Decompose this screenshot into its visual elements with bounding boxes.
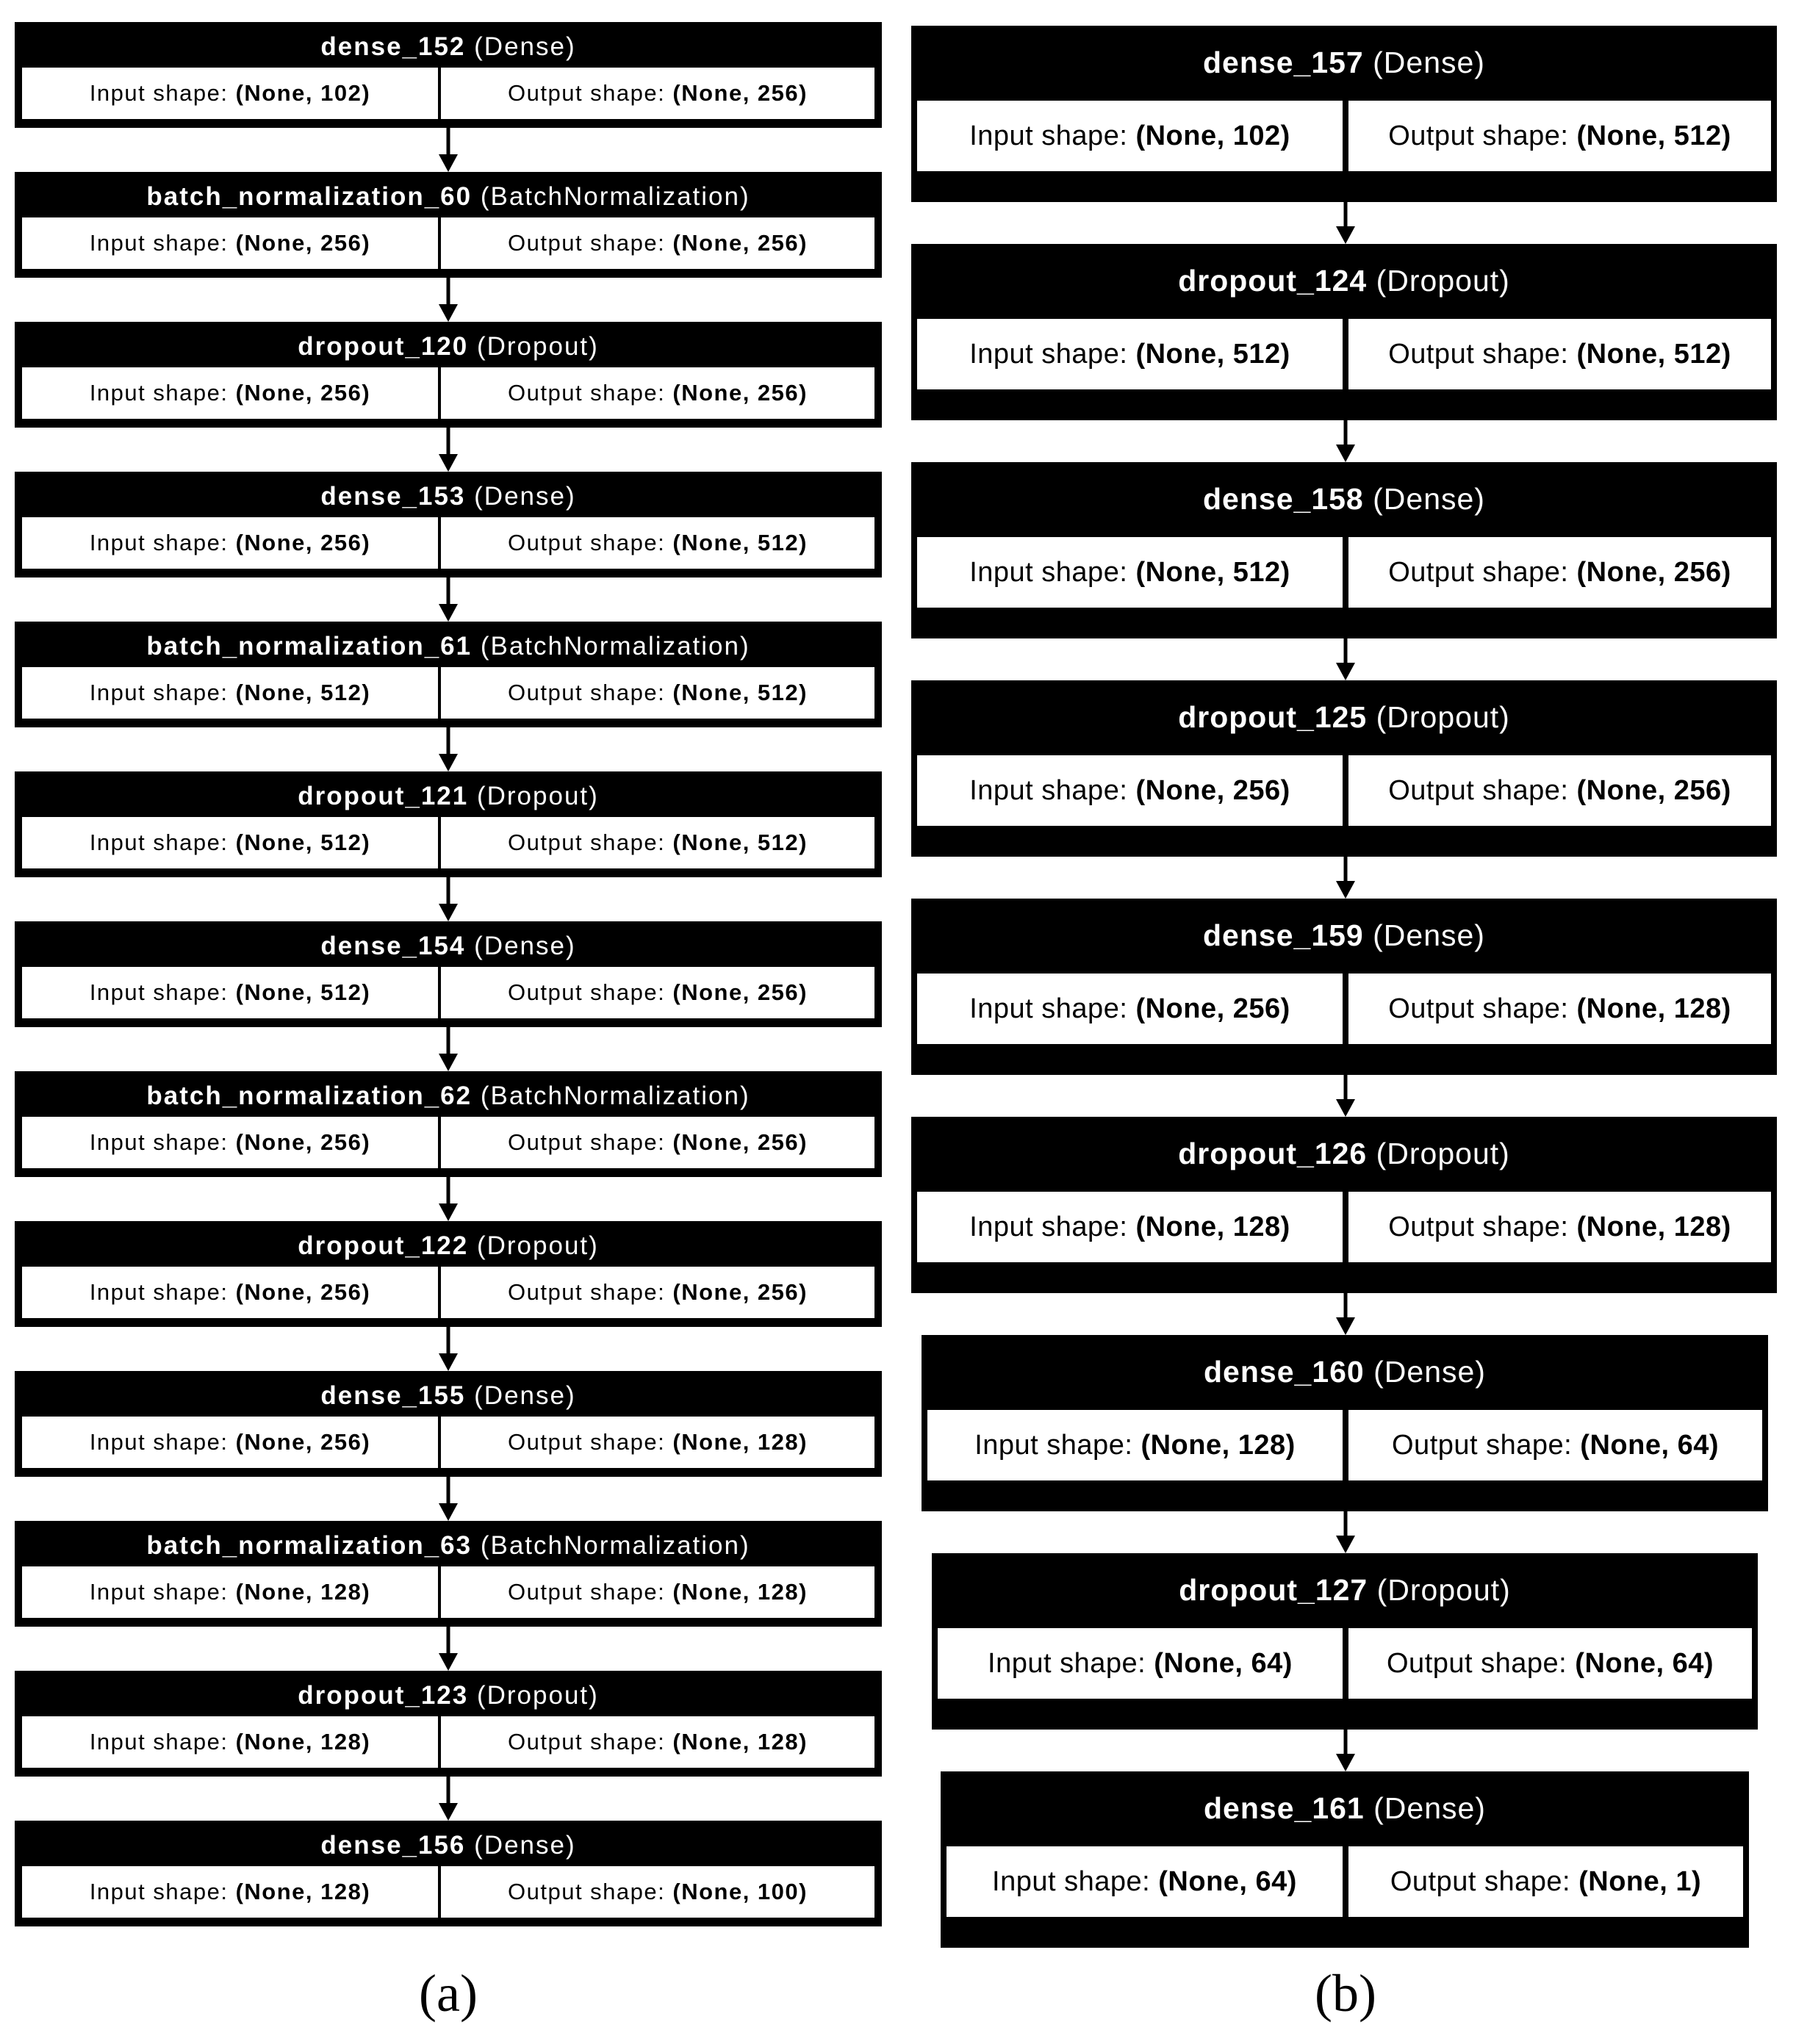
layer-node	[15, 771, 882, 877]
output-shape-value: (None, 256)	[1576, 556, 1731, 588]
output-shape-value: (None, 256)	[672, 1129, 808, 1155]
output-shape-cell	[441, 68, 874, 119]
layer-type: (BatchNormalization)	[480, 1082, 750, 1110]
layer-node	[932, 1553, 1758, 1730]
layer-name: dense_157	[1203, 46, 1364, 79]
layer-node	[911, 26, 1777, 202]
layer-type: (Dense)	[474, 1831, 576, 1860]
input-shape-label: Input shape:	[89, 830, 229, 855]
output-shape-value: (None, 256)	[672, 230, 808, 256]
output-shape-cell	[441, 1117, 874, 1168]
output-shape-label: Output shape:	[508, 1729, 666, 1755]
layer-title	[911, 259, 1777, 303]
output-shape-cell	[1348, 537, 1771, 608]
output-shape-cell	[441, 817, 874, 868]
layer-type: (BatchNormalization)	[480, 1531, 750, 1560]
output-shape-cell	[441, 1866, 874, 1918]
layer-title	[941, 1786, 1749, 1830]
layer-type: (Dense)	[474, 482, 576, 511]
input-shape-cell	[917, 974, 1343, 1044]
layer-node	[911, 899, 1777, 1075]
layer-name: batch_normalization_61	[146, 632, 473, 661]
arrowhead	[1336, 445, 1355, 462]
output-shape-label: Output shape:	[508, 530, 666, 555]
layer-title	[15, 1527, 882, 1565]
layer-type: (Dropout)	[476, 332, 599, 361]
output-shape-label: Output shape:	[508, 1279, 666, 1305]
input-shape-label: Input shape:	[969, 556, 1128, 588]
output-shape-label: Output shape:	[508, 979, 666, 1005]
input-shape-label: Input shape:	[89, 230, 229, 256]
output-shape-value: (None, 512)	[672, 680, 808, 705]
layer-title	[15, 1677, 882, 1715]
output-shape-value: (None, 100)	[672, 1879, 808, 1904]
output-shape-cell	[1348, 755, 1771, 826]
input-shape-value: (None, 102)	[1135, 120, 1290, 151]
layer-node	[15, 622, 882, 727]
output-shape-value: (None, 64)	[1575, 1647, 1714, 1679]
input-shape-cell	[22, 1716, 438, 1768]
arrowhead	[439, 1653, 458, 1671]
output-shape-label: Output shape:	[508, 680, 666, 705]
arrowhead	[1336, 1099, 1355, 1117]
layer-name: dense_161	[1204, 1791, 1365, 1825]
input-shape-label: Input shape:	[988, 1647, 1146, 1679]
output-shape-cell	[1348, 319, 1771, 389]
layer-title	[15, 1827, 882, 1865]
input-shape-cell	[22, 817, 438, 868]
layer-title	[911, 1131, 1777, 1176]
layer-name: dense_160	[1204, 1355, 1365, 1389]
arrowhead	[1336, 226, 1355, 244]
output-shape-cell	[1348, 1192, 1771, 1262]
output-shape-value: (None, 512)	[672, 530, 808, 555]
output-shape-label: Output shape:	[1388, 774, 1569, 806]
layer-type: (Dense)	[1373, 1355, 1486, 1389]
input-shape-cell	[22, 517, 438, 569]
output-shape-label: Output shape:	[508, 1129, 666, 1155]
output-shape-label: Output shape:	[1390, 1865, 1571, 1897]
input-shape-cell	[22, 1866, 438, 1918]
arrowhead	[439, 454, 458, 472]
input-shape-value: (None, 256)	[235, 230, 371, 256]
input-shape-cell	[22, 1417, 438, 1468]
arrowhead	[1336, 1317, 1355, 1335]
layer-name: dense_155	[320, 1381, 466, 1410]
input-shape-label: Input shape:	[89, 1429, 229, 1455]
output-shape-label: Output shape:	[1388, 1211, 1569, 1242]
layer-title	[911, 913, 1777, 957]
arrowhead	[1336, 1536, 1355, 1553]
output-shape-value: (None, 256)	[672, 380, 808, 406]
layer-name: dense_154	[320, 932, 466, 960]
layer-title	[932, 1568, 1758, 1612]
layer-title	[15, 927, 882, 965]
layer-title	[922, 1350, 1768, 1394]
output-shape-cell	[441, 1417, 874, 1468]
layer-node	[15, 921, 882, 1027]
input-shape-cell	[917, 319, 1343, 389]
output-shape-cell	[441, 1566, 874, 1618]
output-shape-label: Output shape:	[508, 230, 666, 256]
output-shape-cell	[1348, 974, 1771, 1044]
layer-node	[911, 680, 1777, 857]
input-shape-label: Input shape:	[89, 1879, 229, 1904]
input-shape-label: Input shape:	[89, 680, 229, 705]
layer-node	[15, 1671, 882, 1777]
input-shape-value: (None, 64)	[1154, 1647, 1293, 1679]
layer-name: batch_normalization_62	[146, 1082, 473, 1110]
layer-name: batch_normalization_60	[146, 182, 473, 211]
arrowhead	[1336, 1754, 1355, 1771]
layer-node	[15, 22, 882, 128]
input-shape-cell	[22, 217, 438, 269]
output-shape-label: Output shape:	[1388, 120, 1569, 151]
input-shape-cell	[917, 537, 1343, 608]
layer-name: dense_159	[1203, 918, 1364, 952]
input-shape-cell	[22, 967, 438, 1018]
input-shape-label: Input shape:	[992, 1865, 1151, 1897]
input-shape-cell	[947, 1846, 1343, 1917]
layer-node	[15, 1371, 882, 1477]
input-shape-label: Input shape:	[969, 774, 1128, 806]
layer-title	[15, 328, 882, 366]
input-shape-value: (None, 256)	[1135, 774, 1290, 806]
input-shape-label: Input shape:	[969, 993, 1128, 1024]
input-shape-label: Input shape:	[89, 1579, 229, 1605]
layer-node	[911, 462, 1777, 638]
layer-type: (Dropout)	[1376, 1137, 1510, 1170]
layer-type: (Dense)	[1373, 1791, 1486, 1825]
input-shape-value: (None, 102)	[235, 80, 371, 106]
arrowhead	[1336, 663, 1355, 680]
output-shape-cell	[441, 967, 874, 1018]
arrowhead	[439, 1203, 458, 1221]
input-shape-cell	[22, 1117, 438, 1168]
output-shape-cell	[1348, 1410, 1762, 1480]
output-shape-cell	[1348, 1846, 1743, 1917]
layer-node	[15, 322, 882, 428]
output-shape-label: Output shape:	[508, 830, 666, 855]
input-shape-cell	[22, 667, 438, 719]
input-shape-cell	[22, 1267, 438, 1318]
arrowhead	[439, 304, 458, 322]
layer-type: (Dropout)	[476, 1231, 599, 1260]
input-shape-value: (None, 256)	[1135, 993, 1290, 1024]
input-shape-label: Input shape:	[89, 1279, 229, 1305]
input-shape-value: (None, 64)	[1158, 1865, 1297, 1897]
layer-type: (Dense)	[1373, 918, 1485, 952]
input-shape-cell	[938, 1628, 1343, 1699]
layer-name: dropout_127	[1179, 1573, 1368, 1607]
arrowhead	[439, 1054, 458, 1071]
layer-name: dense_156	[320, 1831, 466, 1860]
output-shape-label: Output shape:	[1388, 556, 1569, 588]
layer-type: (Dense)	[474, 1381, 576, 1410]
output-shape-value: (None, 256)	[672, 979, 808, 1005]
input-shape-cell	[917, 1192, 1343, 1262]
layer-title	[15, 178, 882, 216]
output-shape-label: Output shape:	[508, 1879, 666, 1904]
input-shape-value: (None, 512)	[235, 680, 371, 705]
layer-node	[15, 1221, 882, 1327]
layer-title	[911, 40, 1777, 84]
input-shape-label: Input shape:	[89, 1729, 229, 1755]
output-shape-value: (None, 128)	[672, 1579, 808, 1605]
output-shape-value: (None, 512)	[1576, 338, 1731, 370]
layer-title	[15, 627, 882, 666]
arrowhead	[439, 1353, 458, 1371]
layer-type: (Dense)	[474, 932, 576, 960]
output-shape-cell	[441, 217, 874, 269]
input-shape-value: (None, 512)	[235, 979, 371, 1005]
output-shape-label: Output shape:	[1388, 338, 1569, 370]
layer-title	[15, 1377, 882, 1415]
layer-type: (Dense)	[474, 32, 576, 61]
output-shape-cell	[441, 367, 874, 419]
input-shape-value: (None, 128)	[1141, 1429, 1296, 1461]
input-shape-label: Input shape:	[89, 380, 229, 406]
layer-type: (Dropout)	[1376, 700, 1510, 734]
output-shape-cell	[1348, 1628, 1752, 1699]
layer-node	[15, 1071, 882, 1177]
output-shape-value: (None, 256)	[672, 1279, 808, 1305]
output-shape-label: Output shape:	[508, 1429, 666, 1455]
layer-title	[15, 28, 882, 66]
input-shape-cell	[917, 755, 1343, 826]
panel-b-caption: (b)	[1315, 1964, 1376, 2023]
input-shape-value: (None, 128)	[235, 1729, 371, 1755]
input-shape-value: (None, 256)	[235, 1279, 371, 1305]
input-shape-value: (None, 512)	[1135, 338, 1290, 370]
output-shape-value: (None, 64)	[1580, 1429, 1719, 1461]
panel-a-caption: (a)	[419, 1964, 478, 2023]
input-shape-label: Input shape:	[89, 80, 229, 106]
layer-node	[15, 172, 882, 278]
input-shape-value: (None, 128)	[235, 1879, 371, 1904]
input-shape-label: Input shape:	[969, 338, 1128, 370]
output-shape-value: (None, 256)	[1576, 774, 1731, 806]
output-shape-label: Output shape:	[1387, 1647, 1567, 1679]
layer-node	[15, 1521, 882, 1627]
arrowhead	[439, 754, 458, 771]
input-shape-label: Input shape:	[969, 120, 1128, 151]
layer-name: dropout_123	[298, 1681, 469, 1710]
layer-type: (BatchNormalization)	[480, 182, 750, 211]
layer-type: (Dropout)	[476, 782, 599, 810]
output-shape-value: (None, 128)	[672, 1429, 808, 1455]
output-shape-value: (None, 128)	[672, 1729, 808, 1755]
layer-title	[15, 777, 882, 816]
layer-name: dropout_120	[298, 332, 469, 361]
layer-node	[941, 1771, 1749, 1948]
output-shape-value: (None, 1)	[1578, 1865, 1702, 1897]
layer-type: (Dense)	[1373, 482, 1485, 516]
arrowhead	[439, 904, 458, 921]
layer-title	[911, 695, 1777, 739]
output-shape-label: Output shape:	[1392, 1429, 1573, 1461]
input-shape-cell	[22, 68, 438, 119]
layer-type: (BatchNormalization)	[480, 632, 750, 661]
arrowhead	[1336, 881, 1355, 899]
layer-node	[922, 1335, 1768, 1511]
arrowhead	[439, 1503, 458, 1521]
layer-node	[911, 1117, 1777, 1293]
output-shape-value: (None, 512)	[672, 830, 808, 855]
output-shape-label: Output shape:	[1388, 993, 1569, 1024]
output-shape-cell	[441, 517, 874, 569]
input-shape-value: (None, 512)	[1135, 556, 1290, 588]
output-shape-cell	[441, 667, 874, 719]
layer-node	[15, 472, 882, 577]
layer-name: dropout_121	[298, 782, 469, 810]
output-shape-value: (None, 512)	[1576, 120, 1731, 151]
output-shape-label: Output shape:	[508, 1579, 666, 1605]
layer-name: dense_153	[320, 482, 466, 511]
layer-name: batch_normalization_63	[146, 1531, 473, 1560]
layer-name: dropout_124	[1178, 264, 1368, 298]
layer-name: dropout_125	[1178, 700, 1368, 734]
layer-node	[911, 244, 1777, 420]
output-shape-value: (None, 128)	[1576, 993, 1731, 1024]
input-shape-label: Input shape:	[89, 979, 229, 1005]
input-shape-value: (None, 256)	[235, 1429, 371, 1455]
input-shape-value: (None, 256)	[235, 380, 371, 406]
input-shape-cell	[917, 101, 1343, 171]
input-shape-label: Input shape:	[89, 530, 229, 555]
input-shape-cell	[22, 367, 438, 419]
input-shape-value: (None, 512)	[235, 830, 371, 855]
layer-title	[15, 478, 882, 516]
layer-title	[15, 1227, 882, 1265]
input-shape-label: Input shape:	[969, 1211, 1128, 1242]
output-shape-cell	[1348, 101, 1771, 171]
output-shape-value: (None, 128)	[1576, 1211, 1731, 1242]
layer-type: (Dropout)	[476, 1681, 599, 1710]
layer-title	[911, 477, 1777, 521]
layer-name: dense_158	[1203, 482, 1364, 516]
layer-name: dense_152	[320, 32, 466, 61]
output-shape-label: Output shape:	[508, 80, 666, 106]
input-shape-value: (None, 256)	[235, 1129, 371, 1155]
layer-name: dropout_122	[298, 1231, 469, 1260]
input-shape-value: (None, 128)	[235, 1579, 371, 1605]
output-shape-cell	[441, 1267, 874, 1318]
layer-type: (Dense)	[1373, 46, 1485, 79]
layer-title	[15, 1077, 882, 1115]
input-shape-value: (None, 128)	[1135, 1211, 1290, 1242]
output-shape-value: (None, 256)	[672, 80, 808, 106]
layer-type: (Dropout)	[1376, 264, 1510, 298]
layer-name: dropout_126	[1178, 1137, 1368, 1170]
input-shape-cell	[927, 1410, 1343, 1480]
input-shape-value: (None, 256)	[235, 530, 371, 555]
layer-type: (Dropout)	[1376, 1573, 1511, 1607]
output-shape-cell	[441, 1716, 874, 1768]
input-shape-label: Input shape:	[89, 1129, 229, 1155]
arrowhead	[439, 604, 458, 622]
layer-node	[15, 1821, 882, 1926]
arrowhead	[439, 154, 458, 172]
arrowhead	[439, 1803, 458, 1821]
input-shape-cell	[22, 1566, 438, 1618]
input-shape-label: Input shape:	[974, 1429, 1133, 1461]
output-shape-label: Output shape:	[508, 380, 666, 406]
